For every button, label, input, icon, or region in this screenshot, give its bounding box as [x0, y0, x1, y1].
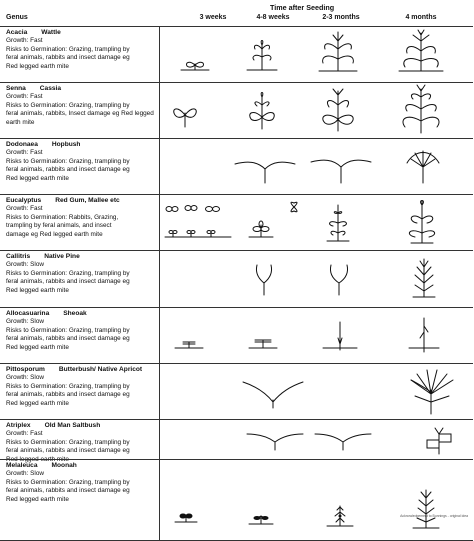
- genus-line: [6, 422, 159, 429]
- table-row: [0, 459, 473, 541]
- row-info: [0, 364, 160, 420]
- acacia-4-months-sketch: [399, 30, 443, 71]
- row-info: [0, 27, 160, 83]
- genus-line: [6, 310, 159, 317]
- seedling-illustrations: [161, 460, 473, 540]
- genus-name: Senna: [6, 85, 26, 92]
- melaleuca-3-weeks-sketch: [175, 514, 197, 522]
- column-header-3-weeks: 3 weeks: [199, 14, 227, 21]
- eucalyptus-4-8-weeks-sketch: [249, 202, 297, 237]
- common-name: Moonah: [51, 462, 77, 469]
- acacia-3-weeks-sketch: [181, 62, 209, 70]
- table-row: [0, 307, 473, 364]
- genus-name: Eucalyptus: [6, 197, 42, 204]
- genus-name: Callitris: [6, 253, 31, 260]
- common-name: Sheoak: [63, 310, 87, 317]
- table-row: [0, 194, 473, 251]
- genus-line: [6, 462, 159, 469]
- callitris-2-3-months-sketch: [330, 265, 347, 295]
- callitris-4-8-weeks-sketch: [256, 265, 271, 295]
- table-row: [0, 363, 473, 420]
- genus-line: [6, 253, 159, 260]
- growth-and-risks: Growth: Slow Risks to Germination: Grazing, trampling by feral animals, rabbits and insect damage eg Red legged earth mite: [6, 318, 130, 351]
- melaleuca-4-8-weeks-sketch: [249, 516, 273, 524]
- dodonaea-4-months-sketch: [407, 151, 439, 183]
- table-row: [0, 419, 473, 463]
- senna-3-weeks-sketch: [174, 109, 197, 127]
- genus-name: Acacia: [6, 29, 28, 36]
- senna-4-months-sketch: [403, 85, 439, 133]
- allocasuarina-3-weeks-sketch: [175, 342, 203, 348]
- growth-and-risks: Growth: Fast Risks to Germination: Grazing, trampling by feral animals, rabbits, Insect damage eg Red legged earth mite: [6, 93, 154, 126]
- seedling-illustrations: [161, 308, 473, 364]
- table-row: [0, 138, 473, 195]
- genus-line: [6, 366, 159, 373]
- genus-name: Allocasuarina: [6, 310, 50, 317]
- seedling-illustrations: [161, 83, 473, 139]
- table-row: [0, 26, 473, 83]
- row-info: [0, 420, 160, 463]
- column-header-4-8-weeks: 4-8 weeks: [256, 14, 290, 21]
- column-header-2-3-months: 2-3 months: [322, 14, 360, 21]
- common-name: Old Man Saltbush: [44, 422, 101, 429]
- growth-and-risks: Growth: Slow Risks to Germination: Grazing, trampling by feral animals, rabbits and insect damage eg Red legged earth mite: [6, 470, 130, 503]
- acacia-4-8-weeks-sketch: [247, 41, 277, 71]
- eucalyptus-4-months-sketch: [409, 201, 434, 244]
- seedling-illustrations: [161, 139, 473, 195]
- genus-name: Melaleuca: [6, 462, 38, 469]
- common-name: Native Pine: [44, 253, 80, 260]
- senna-4-8-weeks-sketch: [250, 93, 275, 130]
- time-after-seeding-heading: Time after Seeding: [270, 3, 335, 12]
- seedling-illustrations: [161, 420, 473, 460]
- allocasuarina-4-months-sketch: [409, 318, 439, 352]
- dodonaea-2-3-months-sketch: [311, 160, 371, 183]
- common-name: Hopbush: [51, 141, 81, 148]
- row-info: [0, 460, 160, 540]
- genus-line: [6, 85, 159, 92]
- melaleuca-4-months-sketch: [413, 490, 439, 528]
- growth-and-risks: Growth: Fast Risks to Germination: Grazing, trampling by feral animals, rabbits and insect damage eg Red legged earth mite: [6, 37, 130, 70]
- genus-name: Dodonaea: [6, 141, 38, 148]
- common-name: Red Gum, Mallee etc: [55, 197, 120, 204]
- growth-and-risks: Growth: Fast Risks to Germination: Grazing, trampling by feral animals, rabbits and insect damage eg Red legged earth mite: [6, 149, 130, 182]
- senna-2-3-months-sketch: [323, 89, 353, 131]
- common-name: Wattle: [41, 29, 61, 36]
- seedling-illustrations: [161, 27, 473, 83]
- pittosporum-4-months-sketch: [411, 370, 453, 414]
- genus-name: Pittosporum: [6, 366, 45, 373]
- row-info: [0, 195, 160, 251]
- row-info: [0, 83, 160, 139]
- row-info: [0, 139, 160, 195]
- table-row: [0, 250, 473, 308]
- genus-line: [6, 141, 159, 148]
- row-info: [0, 308, 160, 364]
- common-name: Butterbush/ Native Apricot: [58, 366, 143, 373]
- growth-and-risks: Growth: Slow Risks to Germination: Grazing, trampling by feral animals, rabbits and insect damage eg Red legged earth mite: [6, 374, 130, 407]
- pittosporum-2-3-months-sketch: [243, 382, 303, 408]
- atriplex-4-8-weeks-sketch: [247, 434, 303, 450]
- genus-line: [6, 197, 159, 204]
- table-header: [0, 12, 474, 26]
- allocasuarina-2-3-months-sketch: [323, 322, 357, 350]
- dodonaea-4-8-weeks-sketch: [235, 162, 295, 183]
- column-header-4-months: 4 months: [405, 14, 437, 21]
- row-info: [0, 251, 160, 308]
- genus-column-header: Genus: [6, 14, 28, 21]
- acknowledgement-note: Acknowledgement to Bunnings - original idea: [400, 514, 468, 518]
- melaleuca-2-3-months-sketch: [327, 506, 353, 526]
- table-row: [0, 82, 473, 139]
- seedling-illustrations: [161, 364, 473, 420]
- acacia-2-3-months-sketch: [319, 32, 357, 71]
- callitris-4-months-sketch: [413, 259, 435, 297]
- genus-name: Atriplex: [6, 422, 31, 429]
- genus-line: [6, 29, 159, 36]
- eucalyptus-2-3-months-sketch: [327, 205, 349, 241]
- allocasuarina-4-8-weeks-sketch: [249, 340, 277, 348]
- seedling-illustrations: [161, 251, 473, 308]
- atriplex-2-3-months-sketch: [315, 434, 371, 450]
- growth-and-risks: Growth: Fast Risks to Germination: Rabbits, Grazing, trampling by feral animals, and insect damage eg Red legged earth mite: [6, 205, 119, 238]
- eucalyptus-cotyledon-sketches: [166, 206, 220, 212]
- seedling-illustrations: [161, 195, 473, 251]
- eucalyptus-3-weeks-sketch: [165, 231, 231, 238]
- common-name: Cassia: [39, 85, 62, 92]
- atriplex-4-months-sketch: [427, 428, 451, 454]
- growth-and-risks: Growth: Slow Risks to Germination: Grazing, trampling by feral animals, rabbits and insect damage eg Red legged earth mite: [6, 261, 130, 294]
- growth-and-risks: Growth: Fast Risks to Germination: Grazing, trampling by feral animals, rabbits and insect damage eg Red legged earth mite: [6, 430, 130, 463]
